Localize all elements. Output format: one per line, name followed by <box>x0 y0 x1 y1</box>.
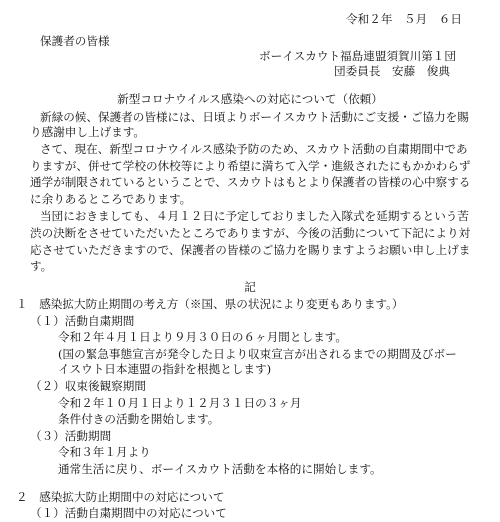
paragraph-3-line-1: 当団におきましても、４月１２日に予定しておりました入隊式を延期するという苦 <box>40 209 469 223</box>
paragraph-2-line-4: に余りあるところであります。 <box>30 192 192 206</box>
paragraph-1-line-1: 新緑の候、保護者の皆様には、日頃よりボーイスカウト活動にご支援・ご協力を賜 <box>40 110 469 124</box>
section-2-sub-1-title: （１）活動自粛期間中の対応について <box>30 506 227 520</box>
paragraph-2-line-3: 通学が制限されているということで、スカウトはもとより保護者の皆様の心中察する <box>30 175 471 189</box>
paragraph-1-line-2: り感謝申し上げます。 <box>30 125 146 139</box>
paragraph-2-line-2: りますが、併せて学校の休校等により希望に満ちて入学・進級されたにもかかわらず <box>30 159 471 173</box>
ki-marker: 記 <box>244 280 256 294</box>
section-1-sub-1-line-3: イスウト日本連盟の指針を根拠とします) <box>58 362 272 376</box>
section-1-sub-3-line-1: 令和３年１月より <box>58 445 151 459</box>
section-1-sub-2-line-1: 令和２年１０月１日より１２月３１日の３ヶ月 <box>58 396 302 410</box>
sender-name: 団委員長 安藤 俊典 <box>334 64 450 78</box>
section-1-sub-3-title: （３）活動期間 <box>30 429 112 443</box>
paragraph-3-line-3: 応させていただきますので、保護者の皆様のご協力を賜りますようお願い申し上げま <box>30 243 471 257</box>
section-1-sub-1-title: （１）活動自粛期間 <box>30 314 135 328</box>
section-1-heading: １ 感染拡大防止期間の考え方（※国、県の状況により変更もあります。） <box>16 297 404 311</box>
paragraph-3-line-2: 渋の決断をさせていただいたところでありますが、今後の活動について下記により対 <box>30 226 471 240</box>
sender-organization: ボーイスカウト福島連盟須賀川第１団 <box>259 49 456 63</box>
document-title: 新型コロナウイルス感染への対応について（依頼） <box>117 92 383 106</box>
section-1-sub-1-line-2: (国の緊急事態宣言が発令した日より収束宣言が出されるまでの期間及びボー <box>58 347 457 361</box>
paragraph-2-line-1: さて、現在、新型コロナウイルス感染予防のため、スカウト活動の自粛期間中であ <box>40 142 468 156</box>
recipient-line: 保護者の皆様 <box>40 34 110 48</box>
document-date: 令和２年 ５月 ６日 <box>346 12 462 26</box>
section-1-sub-3-line-2: 通常生活に戻り、ボーイスカウト活動を本格的に開始します。 <box>58 462 382 476</box>
section-2-heading: ２ 感染拡大防止期間中の対応について <box>16 490 225 504</box>
section-1-sub-2-line-2: 条件付きの活動を開始します。 <box>58 412 220 426</box>
paragraph-3-line-4: す。 <box>30 259 53 273</box>
section-1-sub-1-line-1: 令和２年４月１日より９月３０日の６ヶ月間とします。 <box>58 330 347 344</box>
section-1-sub-2-title: （２）収束後観察期間 <box>30 379 146 393</box>
